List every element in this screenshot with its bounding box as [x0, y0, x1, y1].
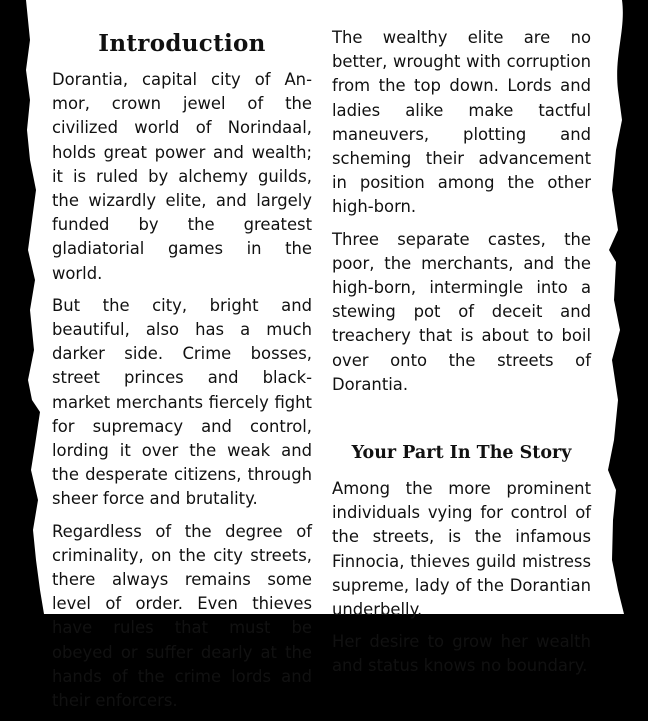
right-column: [332, 0, 591, 687]
paragraph: Her desire to grow her wealth and status knows no boundary.: [332, 632, 591, 676]
paragraph: Three separate castes, the poor, the merchants, and the high-born, intermingle into a stewing pot of deceit and treachery that is about to boil over onto the streets of Dorantia.: [332, 229, 591, 394]
paragraph: But the city, bright and beautiful, also has a much darker side. Crime bosses, street princes and black-market merchants fiercely fight for supremacy and control, lording it over the weak and the desperate citizens, through sheer force and brutality.: [52, 295, 312, 509]
paragraph: Dorantia, capital city of An-mor, crown jewel of the civilized world of Norindaal, holds great power and wealth; it is ruled by alchemy guilds, the wizardly elite, and largely funded by the greatest gladiatorial games in the world.: [52, 70, 312, 283]
section-heading-introduction: Introduction: [98, 30, 266, 57]
paragraph: The wealthy elite are no better, wrought with corruption from the top down. Lords and ladies alike make tactful maneuvers, plotting and scheming their advancement in position among the other high-born.: [332, 28, 591, 217]
paragraph: Regardless of the degree of criminality, on the city streets, there always remains some level of order. Even thieves have rules that must be obeyed or suffer dearly at the hands of the crime lords and their enforcers.: [52, 521, 312, 711]
section-heading-your-part: Your Part In The Story: [351, 443, 572, 464]
left-column: [52, 0, 312, 721]
paragraph: Among the more prominent individuals vying for control of the streets, is the infamous Finnocia, thieves guild mistress supreme, lady of the Dorantian underbelly.: [332, 479, 591, 620]
